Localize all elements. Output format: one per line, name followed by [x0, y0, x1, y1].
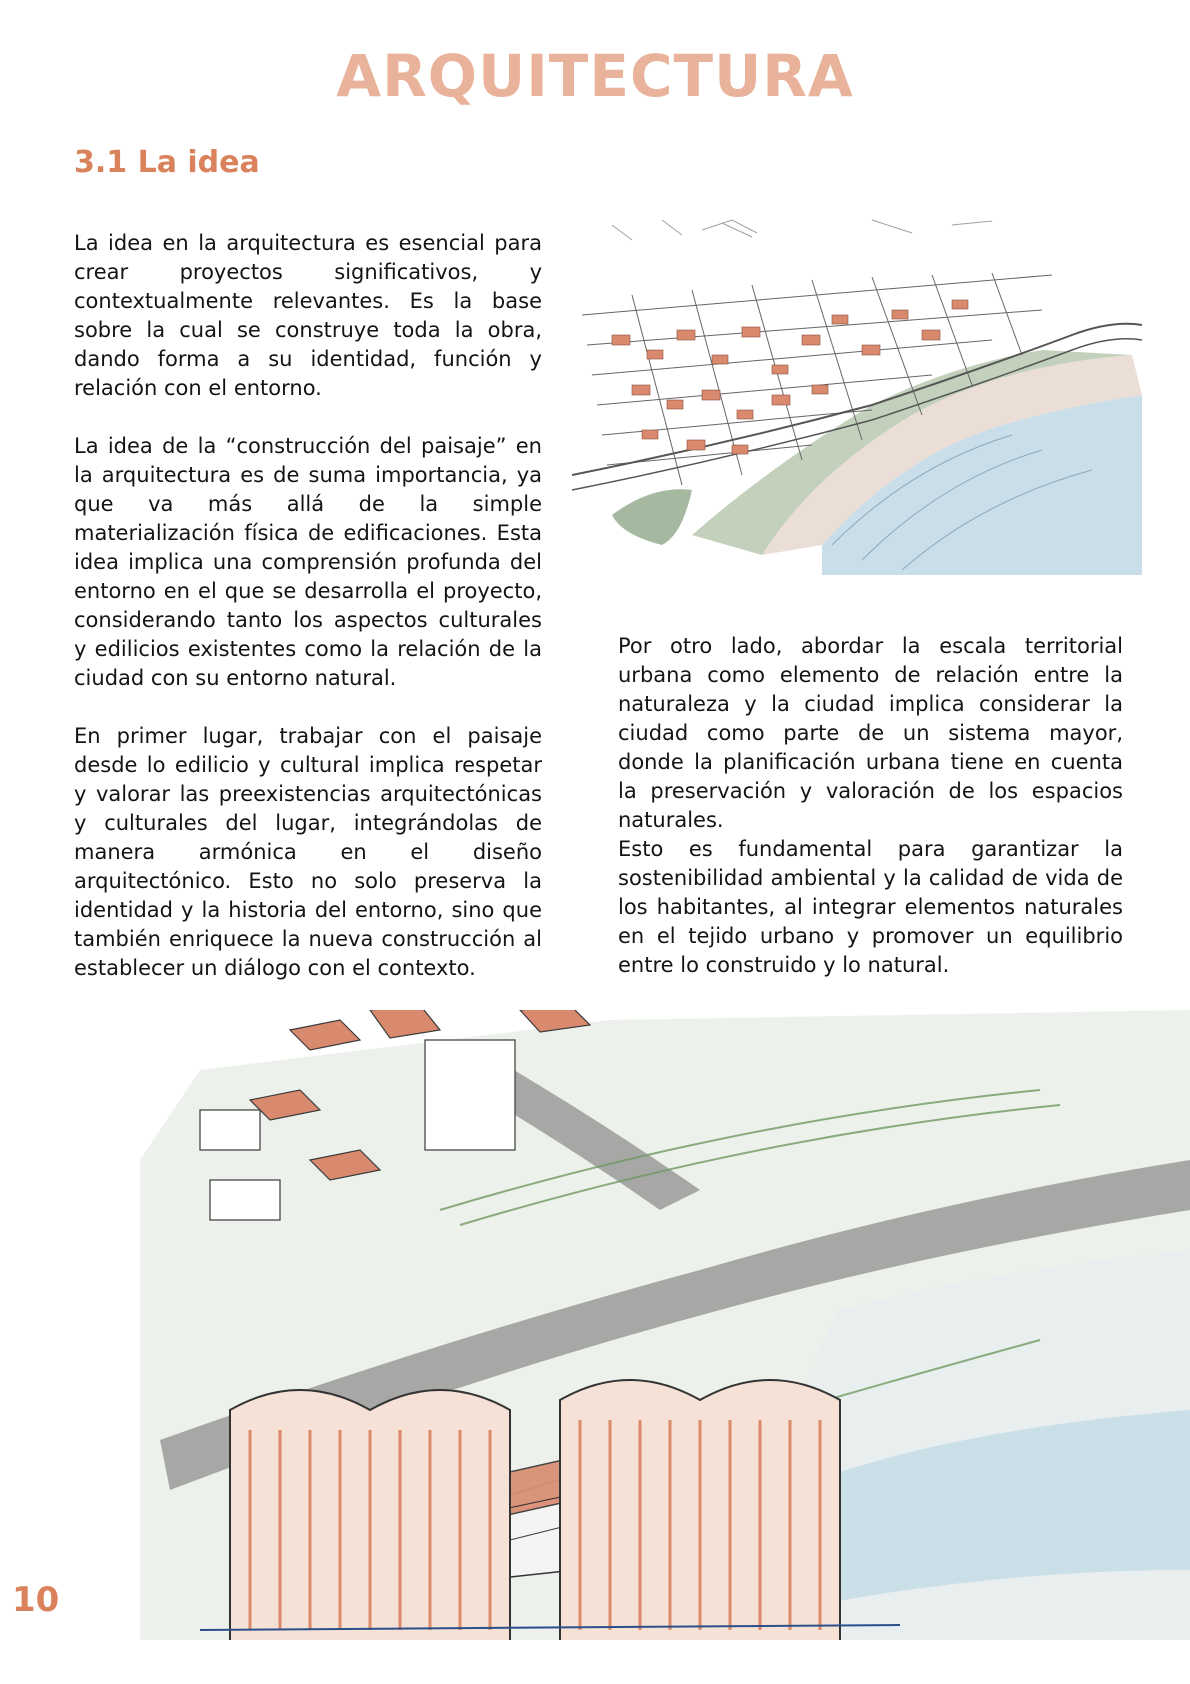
paragraph: Esto es fundamental para garantizar la sostenibilidad ambiental y la calidad de vida de los habitantes, al integrar elementos naturales en el tejido urbano y promover un equilibrio entre lo construido y lo natural.: [618, 837, 1123, 977]
page-number: 10: [12, 1580, 60, 1620]
paragraph: Por otro lado, abordar la escala territorial urbana como elemento de relación entre la naturaleza y la ciudad implica considerar la ciudad como parte de un sistema mayor, donde la planificación urbana tiene en cuenta la preservación y valoración de los espacios naturales.: [618, 634, 1123, 832]
architectural-sketch: [140, 1010, 1190, 1640]
paragraph: La idea de la “construcción del paisaje” en la arquitectura es de suma importancia, ya que va más allá de la simple materialización física de edificaciones. Esta idea implica una comprensión profunda del entorno en el que se desarrolla el proyecto, considerando tanto los aspectos culturales y edilicios existentes como la relación de la ciudad con su entorno natural.: [74, 434, 542, 690]
paragraph: En primer lugar, trabajar con el paisaje desde lo edilicio y cultural implica respetar y valorar las preexistencias arquitectónicas y culturales del lugar, integrándolas de manera armónica en el diseño arquitectónico. Esto no solo preserva la identidad y la historia del entorno, sino que también enriquece la nueva construcción al establecer un diálogo con el contexto.: [74, 724, 542, 980]
left-text-column: [74, 229, 542, 983]
section-heading: 3.1 La idea: [74, 145, 260, 180]
right-text-column: [618, 632, 1123, 980]
paragraph: La idea en la arquitectura es esencial para crear proyectos significativos, y contextualmente relevantes. Es la base sobre la cual se construye toda la obra, dando forma a su identidad, función y relación con el entorno.: [74, 231, 542, 400]
page-title: ARQUITECTURA: [336, 42, 854, 110]
aerial-city-sketch: [572, 215, 1142, 575]
